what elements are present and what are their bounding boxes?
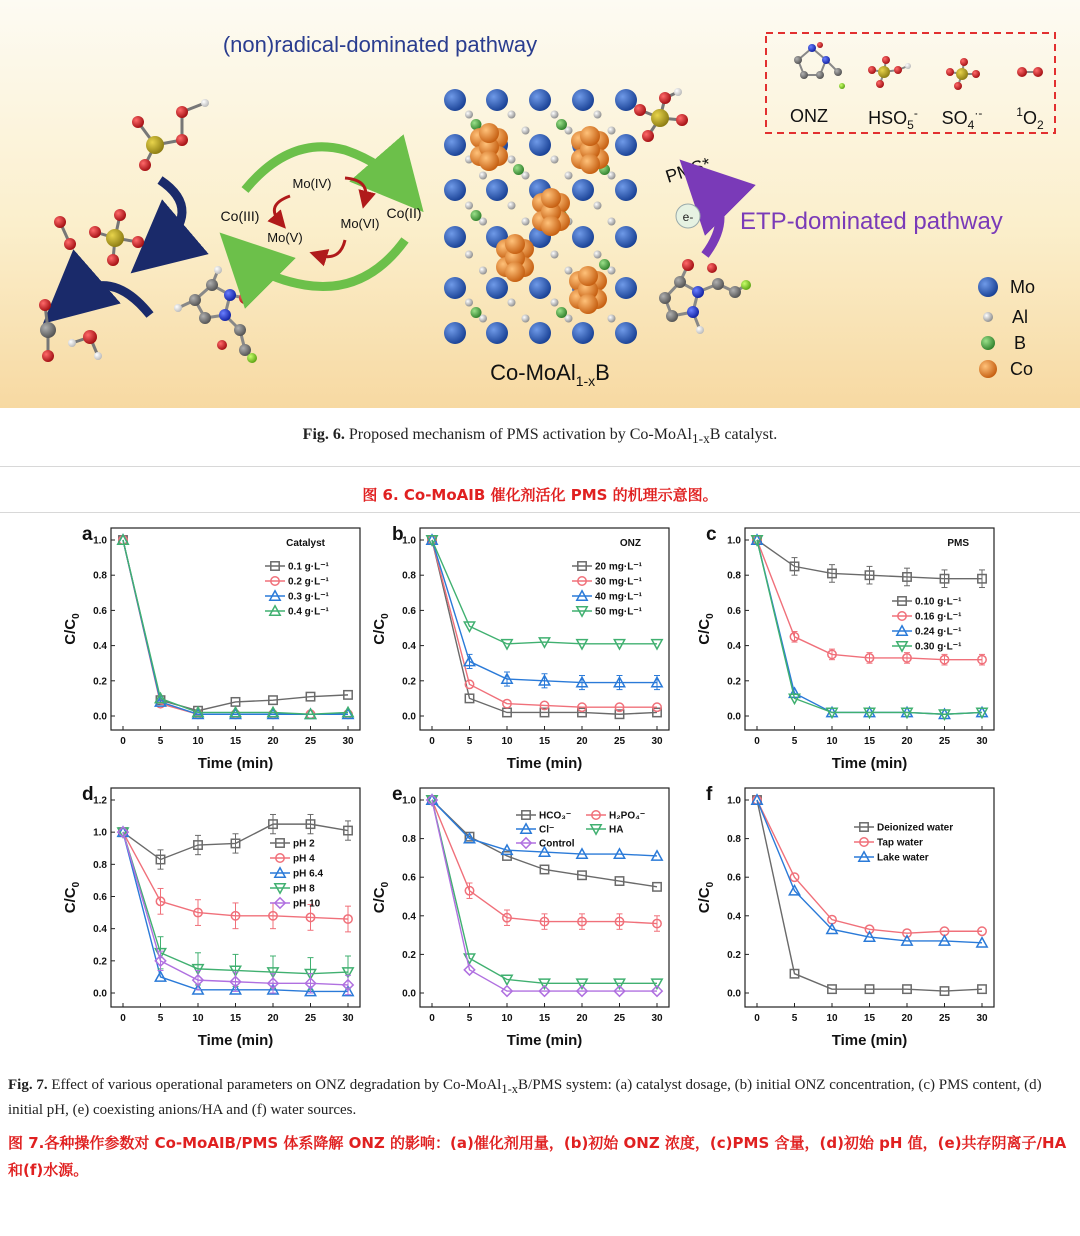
- y-axis-label: $C/C_0$: [371, 613, 391, 645]
- mo-atom: [529, 89, 551, 111]
- y-tick-label: 0.8: [402, 834, 416, 846]
- y-tick-label: 0.8: [93, 859, 107, 871]
- legend-label: 30 mg·L⁻¹: [595, 576, 642, 588]
- series-0: [119, 814, 352, 869]
- y-tick-label: 0.2: [93, 956, 107, 968]
- mo-atom: [486, 322, 508, 344]
- al-atom: [508, 299, 516, 307]
- y-axis-label: $C/C_0$: [62, 613, 82, 645]
- x-tick-label: 15: [863, 1013, 876, 1024]
- y-tick-label: 0.6: [93, 605, 107, 617]
- catalyst-label: Co-MoAl$_{1-x}$B: [490, 360, 610, 389]
- legend-mo-label: Mo: [1010, 277, 1036, 297]
- y-tick-label: 0.8: [93, 570, 107, 582]
- al-atom: [479, 267, 487, 275]
- legend: [572, 538, 643, 618]
- x-tick-label: 0: [120, 736, 126, 747]
- x-tick-label: 5: [791, 1013, 798, 1024]
- al-atom: [608, 218, 616, 226]
- y-tick-label: 1.0: [93, 827, 107, 839]
- y-tick-label: 0.2: [93, 676, 107, 688]
- al-atom: [508, 156, 516, 164]
- y-tick-label: 0.0: [93, 711, 107, 723]
- mo-atom: [486, 277, 508, 299]
- y-tick-label: 0.6: [727, 872, 741, 884]
- y-tick-label: 0.0: [93, 988, 107, 1000]
- x-tick-label: 10: [826, 1013, 838, 1024]
- figure-6-caption-chinese: 图 6. Co-MoAIB 催化剂活化 PMS 的机理示意图。: [362, 486, 718, 504]
- cycle-label-mo4: Mo(IV): [292, 176, 332, 191]
- legend-title: PMS: [947, 538, 969, 549]
- legend-label: Lake water: [877, 852, 929, 864]
- co-atom: [580, 154, 600, 174]
- y-tick-label: 1.0: [402, 535, 416, 547]
- legend-b-label: B: [1014, 333, 1027, 353]
- legend-label: Cl⁻: [539, 824, 555, 836]
- series-line: [757, 800, 982, 943]
- panel-letter: c: [706, 524, 717, 545]
- x-axis-label: Time (min): [506, 755, 583, 772]
- mo-atom: [529, 322, 551, 344]
- b-atom: [599, 259, 610, 270]
- al-atom: [608, 315, 616, 323]
- legend-mo-swatch: [978, 277, 998, 297]
- mo-atom: [615, 179, 637, 201]
- x-tick-label: 25: [938, 736, 951, 747]
- x-tick-label: 0: [429, 736, 435, 747]
- legend-label: pH 4: [293, 853, 315, 865]
- x-tick-label: 0: [120, 1013, 126, 1024]
- panel-letter: f: [706, 784, 713, 805]
- y-tick-label: 0.8: [727, 834, 741, 846]
- co-atom: [580, 126, 600, 146]
- x-tick-label: 20: [576, 1013, 588, 1024]
- legend-label: 0.24 g·L⁻¹: [915, 626, 962, 638]
- etp-pathway-title: ETP-dominated pathway: [740, 208, 1003, 235]
- y-tick-label: 0.0: [727, 711, 741, 723]
- mo-atom: [444, 89, 466, 111]
- legend: [265, 538, 330, 618]
- x-tick-label: 10: [826, 736, 838, 747]
- co-atom: [578, 294, 598, 314]
- y-tick-label: 0.6: [402, 872, 416, 884]
- legend-label: 40 mg·L⁻¹: [595, 591, 642, 603]
- al-atom: [551, 156, 559, 164]
- co-atom: [541, 216, 561, 236]
- x-tick-label: 15: [538, 1013, 551, 1024]
- cycle-label-mo6: Mo(VI): [340, 216, 380, 231]
- al-atom: [465, 251, 473, 259]
- legend-label: 0.16 g·L⁻¹: [915, 611, 962, 623]
- y-tick-label: 1.0: [727, 535, 741, 547]
- x-tick-label: 10: [192, 736, 204, 747]
- legend-label: 0.1 g·L⁻¹: [288, 561, 329, 573]
- al-atom: [522, 218, 530, 226]
- x-tick-label: 0: [429, 1013, 435, 1024]
- cycle-label-co3: Co(III): [220, 208, 260, 224]
- legend-b-swatch: [981, 336, 995, 350]
- x-tick-label: 25: [304, 1013, 317, 1024]
- x-tick-label: 5: [157, 1013, 164, 1024]
- figure-7-caption-chinese: 图 7.各种操作参数对 Co-MoAIB/PMS 体系降解 ONZ 的影响：(a)催化剂用量，(b)初始 ONZ 浓度，(c)PMS 含量，(d)初始 pH 值，(e)共存阴离子/HA 和(f)水源。: [8, 1134, 1067, 1179]
- x-tick-label: 30: [976, 736, 988, 747]
- x-tick-label: 30: [342, 736, 354, 747]
- y-tick-label: 0.4: [402, 911, 416, 923]
- al-atom: [608, 127, 616, 135]
- x-tick-label: 30: [651, 1013, 663, 1024]
- y-tick-label: 0.2: [402, 676, 416, 688]
- plot-frame: [420, 528, 669, 730]
- x-axis-label: Time (min): [197, 1032, 274, 1049]
- legend-label: Tap water: [877, 837, 923, 849]
- x-tick-label: 20: [576, 736, 588, 747]
- co-atom: [541, 188, 561, 208]
- al-atom: [479, 172, 487, 180]
- chart-panel-b: [371, 524, 669, 772]
- plot-frame: [111, 528, 360, 730]
- electron-label: e-: [682, 210, 694, 224]
- figure-7-charts: [0, 512, 1080, 1064]
- y-tick-label: 0.6: [93, 892, 107, 903]
- chart-panel-d: [62, 784, 360, 1049]
- x-axis-label: Time (min): [831, 1032, 908, 1049]
- chart-panel-f: [696, 784, 994, 1049]
- al-atom: [522, 127, 530, 135]
- co-atom: [479, 123, 499, 143]
- y-tick-label: 0.2: [727, 949, 741, 961]
- al-atom: [551, 299, 559, 307]
- al-atom: [465, 111, 473, 119]
- legend-label: 0.2 g·L⁻¹: [288, 576, 329, 588]
- x-tick-label: 25: [938, 1013, 951, 1024]
- y-tick-label: 1.0: [93, 535, 107, 547]
- b-atom: [513, 164, 524, 175]
- legend-label: HA: [609, 824, 624, 836]
- mo-atom: [572, 322, 594, 344]
- panel-letter: d: [82, 784, 94, 805]
- y-axis-label: $C/C_0$: [696, 881, 716, 914]
- species-hso5: $HSO_5^-$: [868, 106, 918, 132]
- legend-label: 20 mg·L⁻¹: [595, 561, 642, 573]
- x-axis-label: Time (min): [506, 1032, 583, 1049]
- legend-label: 0.30 g·L⁻¹: [915, 641, 962, 653]
- mo-atom: [444, 179, 466, 201]
- mo-atom: [444, 226, 466, 248]
- b-atom: [471, 307, 482, 318]
- species-singlet-oxygen: $^1O_2$: [1016, 105, 1044, 132]
- species-onz: ONZ: [790, 106, 828, 126]
- legend-al-swatch: [983, 312, 993, 322]
- b-atom: [556, 307, 567, 318]
- x-tick-label: 5: [157, 736, 164, 747]
- chart-panel-e: [371, 784, 669, 1049]
- legend-label: H₂PO₄⁻: [609, 810, 646, 822]
- legend: [270, 839, 323, 910]
- y-tick-label: 0.6: [727, 605, 741, 617]
- legend-label: 0.10 g·L⁻¹: [915, 596, 962, 608]
- co-atom: [505, 262, 525, 282]
- figure-6-caption: Fig. 6. Proposed mechanism of PMS activation by Co-MoAl$_{1-x}$B catalyst.: [302, 426, 778, 447]
- y-tick-label: 1.0: [727, 795, 741, 807]
- legend-label: pH 8: [293, 883, 315, 895]
- y-tick-label: 0.4: [93, 641, 107, 653]
- legend-label: pH 2: [293, 838, 315, 850]
- x-tick-label: 15: [863, 736, 876, 747]
- mo-atom: [572, 226, 594, 248]
- cycle-label-co2: Co(II): [386, 205, 422, 221]
- y-tick-label: 0.6: [402, 605, 416, 617]
- y-tick-label: 0.4: [402, 641, 416, 653]
- al-atom: [565, 267, 573, 275]
- legend-label: 0.4 g·L⁻¹: [288, 606, 329, 618]
- y-tick-label: 1.2: [93, 795, 107, 807]
- legend-co-swatch: [979, 360, 997, 378]
- al-atom: [565, 172, 573, 180]
- y-tick-label: 0.4: [727, 641, 741, 653]
- mo-atom: [615, 89, 637, 111]
- x-tick-label: 0: [754, 736, 760, 747]
- mo-atom: [486, 89, 508, 111]
- al-atom: [551, 111, 559, 119]
- al-atom: [594, 111, 602, 119]
- legend-label: HCO₃⁻: [539, 810, 572, 822]
- legend-label: 50 mg·L⁻¹: [595, 606, 642, 618]
- x-tick-label: 5: [791, 736, 798, 747]
- y-axis-label: $C/C_0$: [62, 881, 82, 914]
- al-atom: [594, 202, 602, 210]
- mo-atom: [486, 179, 508, 201]
- legend-co-label: Co: [1010, 359, 1034, 379]
- x-tick-label: 15: [229, 736, 242, 747]
- x-axis-label: Time (min): [831, 755, 908, 772]
- al-atom: [465, 299, 473, 307]
- legend-label: pH 10: [293, 898, 321, 910]
- chart-panel-c: [696, 524, 994, 772]
- x-tick-label: 20: [901, 736, 913, 747]
- y-tick-label: 0.0: [402, 711, 416, 723]
- co-atom: [479, 151, 499, 171]
- x-tick-label: 20: [267, 736, 279, 747]
- x-tick-label: 10: [501, 1013, 513, 1024]
- mo-atom: [572, 179, 594, 201]
- cycle-label-mo5: Mo(V): [267, 230, 303, 245]
- mo-atom: [444, 322, 466, 344]
- al-atom: [508, 111, 516, 119]
- y-tick-label: 0.2: [402, 949, 416, 961]
- legend-al-label: Al: [1012, 307, 1029, 327]
- chart-panel-a: [62, 524, 360, 772]
- x-tick-label: 0: [754, 1013, 760, 1024]
- y-tick-label: 0.0: [402, 988, 416, 1000]
- x-tick-label: 10: [192, 1013, 204, 1024]
- mo-atom: [615, 134, 637, 156]
- y-axis-label: $C/C_0$: [696, 613, 716, 645]
- figure-7-caption: Fig. 7. Effect of various operational parameters on ONZ degradation by Co-MoAl$_{1-x}$B/PMS system: (a) catalyst dosage, (b) initial ONZ concentration, (c) PMS content, (d) initial pH, (e) coexisting anions/HA and (f) water sources.: [8, 1077, 1042, 1118]
- mo-atom: [572, 89, 594, 111]
- co-atom: [505, 234, 525, 254]
- mo-atom: [529, 277, 551, 299]
- x-tick-label: 20: [901, 1013, 913, 1024]
- x-axis-label: Time (min): [197, 755, 274, 772]
- y-tick-label: 0.4: [93, 924, 107, 936]
- y-tick-label: 0.8: [402, 570, 416, 582]
- legend-label: Control: [539, 838, 575, 850]
- mo-atom: [615, 277, 637, 299]
- legend-label: 0.3 g·L⁻¹: [288, 591, 329, 603]
- nonradical-pathway-title: (non)radical-dominated pathway: [222, 32, 538, 57]
- mo-atom: [529, 134, 551, 156]
- y-tick-label: 0.4: [727, 911, 741, 923]
- x-tick-label: 25: [613, 1013, 626, 1024]
- x-tick-label: 30: [651, 736, 663, 747]
- y-tick-label: 0.8: [727, 570, 741, 582]
- al-atom: [465, 202, 473, 210]
- al-atom: [508, 202, 516, 210]
- x-tick-label: 25: [613, 736, 626, 747]
- y-tick-label: 1.0: [402, 795, 416, 807]
- series-1: [753, 796, 986, 938]
- y-axis-label: $C/C_0$: [371, 881, 391, 914]
- pms-star-label: PMS*: [663, 153, 713, 187]
- y-tick-label: 0.0: [727, 988, 741, 1000]
- legend-title: Catalyst: [286, 538, 325, 549]
- b-atom: [556, 119, 567, 130]
- x-tick-label: 10: [501, 736, 513, 747]
- y-tick-label: 0.2: [727, 676, 741, 688]
- mo-atom: [444, 134, 466, 156]
- legend: [516, 811, 645, 850]
- x-tick-label: 5: [466, 736, 473, 747]
- x-tick-label: 30: [976, 1013, 988, 1024]
- mo-atom: [615, 322, 637, 344]
- x-tick-label: 15: [538, 736, 551, 747]
- panel-letter: b: [392, 524, 404, 545]
- al-atom: [594, 251, 602, 259]
- x-tick-label: 15: [229, 1013, 242, 1024]
- figure-6-mechanism: [0, 0, 1080, 408]
- divider: [0, 466, 1080, 467]
- series-line: [757, 800, 982, 933]
- legend: [854, 823, 953, 864]
- panel-letter: a: [82, 524, 93, 545]
- plot-frame: [745, 788, 994, 1007]
- b-atom: [471, 210, 482, 221]
- series-2: [752, 795, 987, 947]
- x-tick-label: 5: [466, 1013, 473, 1024]
- panel-letter: e: [392, 784, 403, 805]
- legend-label: Deionized water: [877, 822, 954, 834]
- co-atom: [578, 266, 598, 286]
- x-tick-label: 25: [304, 736, 317, 747]
- x-tick-label: 30: [342, 1013, 354, 1024]
- mo-atom: [444, 277, 466, 299]
- species-so4: $SO_4^{\cdot-}$: [941, 106, 983, 132]
- legend-title: ONZ: [619, 538, 641, 549]
- x-tick-label: 20: [267, 1013, 279, 1024]
- legend-label: pH 6.4: [293, 868, 324, 880]
- mo-atom: [615, 226, 637, 248]
- legend: [892, 538, 969, 653]
- al-atom: [551, 251, 559, 259]
- al-atom: [522, 315, 530, 323]
